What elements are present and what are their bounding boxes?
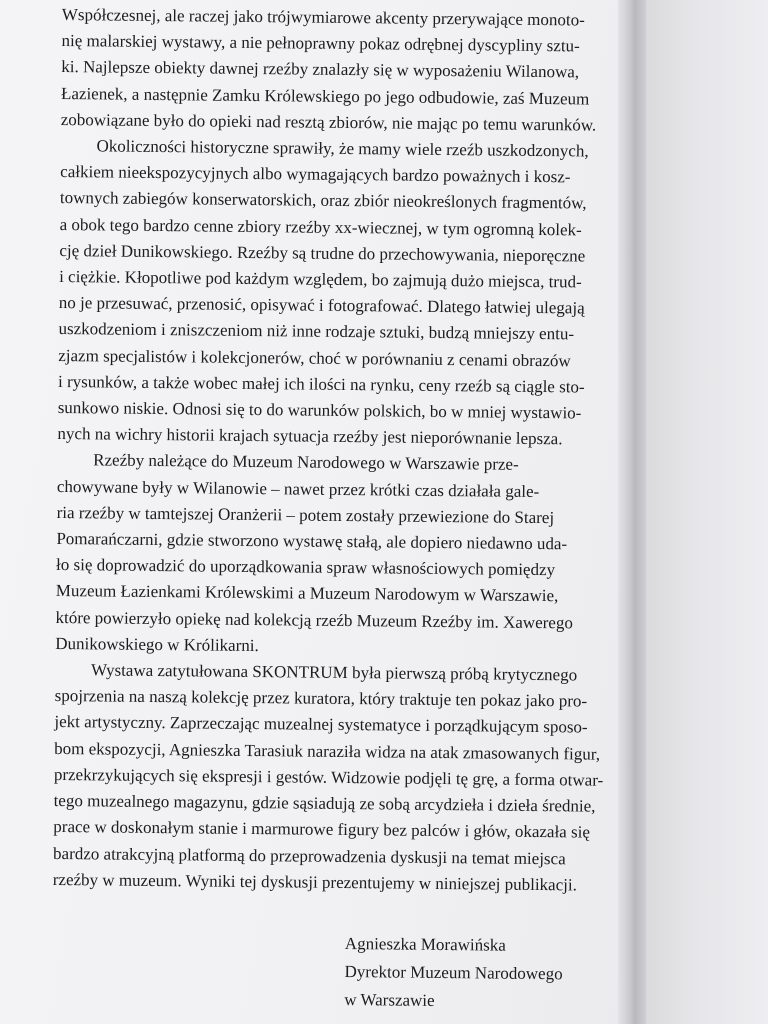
text-line: ria rzeźby w tamtejszej Oranżerii – potem zostały przewiezione do Starej <box>56 502 555 528</box>
facing-page-edge <box>646 0 768 1024</box>
text-line: jekt artystyczny. Zaprzeczając muzealnej systematyce i porządkującym sposo- <box>54 712 588 738</box>
text-line: Dunikowskiego w Królikarni. <box>55 633 259 655</box>
signature-title: Dyrektor Muzeum Narodowego <box>344 961 563 984</box>
book-gutter <box>618 0 646 1024</box>
text-line: prace w doskonałym stanie i marmurowe figury bez palców i głów, okazała się <box>53 817 591 842</box>
text-line: Pomarańczarni, gdzie stworzono wystawę stałą, ale dopiero niedawno uda- <box>56 529 568 554</box>
text-line: chowywane były w Wilanowie – nawet przez krótki czas działała gale- <box>56 476 540 501</box>
text-line: bardzo atrakcyjną platformą do przeprowadzenia dyskusji na temat miejsca <box>52 843 566 868</box>
signature-place: w Warszawie <box>344 989 435 1010</box>
signature-block <box>344 930 563 1016</box>
text-line: całkiem nieekspozycyjnych albo wymagających bardzo poważnych i kosz- <box>60 162 571 187</box>
paragraph-1 <box>61 2 602 139</box>
text-line: ło się doprowadzić do uporządkowania spraw własnościowych pomiędzy <box>56 555 556 580</box>
text-line: bom ekspozycji, Agnieszka Tarasiuk naraziła widza na atak zmasowanych figur, <box>54 738 601 764</box>
text-line: Rzeźby należące do Muzeum Narodowego w Warszawie prze- <box>93 450 519 475</box>
text-line: townych zabiegów konserwatorskich, oraz zbiór nieokreślonych fragmentów, <box>59 188 587 213</box>
paragraph-2 <box>57 133 600 453</box>
text-line: nię malarskiej wystawy, a nie pełnoprawny pokaz odrębnej dyscypliny sztu- <box>61 31 580 56</box>
text-line: i ciężkie. Kłopotliwe pod każdym względem, bo zajmują dużo miejsca, trud- <box>59 267 582 292</box>
text-line: Muzeum Łazienkami Królewskimi a Muzeum Narodowym w Warszawie, <box>55 581 559 606</box>
text-line: cję dzieł Dunikowskiego. Rzeźby są trudne do przechowywania, nieporęczne <box>59 240 586 266</box>
text-line: zobowiązane było do opieki nad resztą zbiorów, nie mając po temu warunków. <box>60 109 597 135</box>
text-line: przekrzykujących się ekspresji i gestów. Widzowie podjęli tę grę, a forma otwar- <box>53 764 604 790</box>
text-line: które powierzyło opiekę nad kolekcją rzeźb Muzeum Rzeźby im. Xawerego <box>55 607 573 633</box>
text-line: Łazienek, a następnie Zamku Królewskiego po jego odbudowie, zaś Muzeum <box>60 83 590 109</box>
text-line: no je przesuwać, przenosić, opisywać i fotografować. Dlatego łatwiej ulegają <box>58 293 585 318</box>
text-line: nych na wichry historii krajach sytuacja rzeźby jest nieporównanie lepsza. <box>57 424 563 449</box>
paragraph-4 <box>52 657 604 898</box>
text-line: uszkodzeniom i zniszczeniom niż inne rodzaje sztuki, budzą mniejszy entu- <box>58 319 575 344</box>
text-line: Współczesnej, ale raczej jako trójwymiarowe akcenty przerywające monoto- <box>61 4 585 30</box>
text-line: ki. Najlepsze obiekty dawnej rzeźby znalazły się w wyposażeniu Wilanowa, <box>61 57 580 82</box>
text-line: spojrzenia na naszą kolekcję przez kuratora, który traktuje ten pokaz jako pro- <box>54 686 588 711</box>
text-line: i rysunków, a także wobec małej ich ilości na rynku, ceny rzeźb są ciągle sto- <box>57 371 585 397</box>
paragraph-3 <box>55 447 597 662</box>
body-text <box>53 2 602 899</box>
text-line: sunkowo niskie. Odnosi się to do warunków polskich, bo w mniej wystawio- <box>57 398 582 423</box>
text-line: Wystawa zatytułowana SKONTRUM była pierwszą próbą krytycznego <box>90 660 578 685</box>
text-line: rzeźby w muzeum. Wyniki tej dyskusji prezentujemy w niniejszej publikacji. <box>52 869 578 895</box>
text-line: a obok tego bardzo cenne zbiory rzeźby xx-wiecznej, w tym ogromną kolek- <box>59 214 582 240</box>
text-line: zjazm specjalistów i kolekcjonerów, choć w porównaniu z cenami obrazów <box>58 345 571 370</box>
signature-name: Agnieszka Morawińska <box>344 933 506 955</box>
text-line: tego muzealnego magazynu, gdzie sąsiadują ze sobą arcydzieła i dzieła średnie, <box>53 791 596 816</box>
text-line: Okoliczności historyczne sprawiły, że mamy wiele rzeźb uszkodzonych, <box>96 136 589 161</box>
